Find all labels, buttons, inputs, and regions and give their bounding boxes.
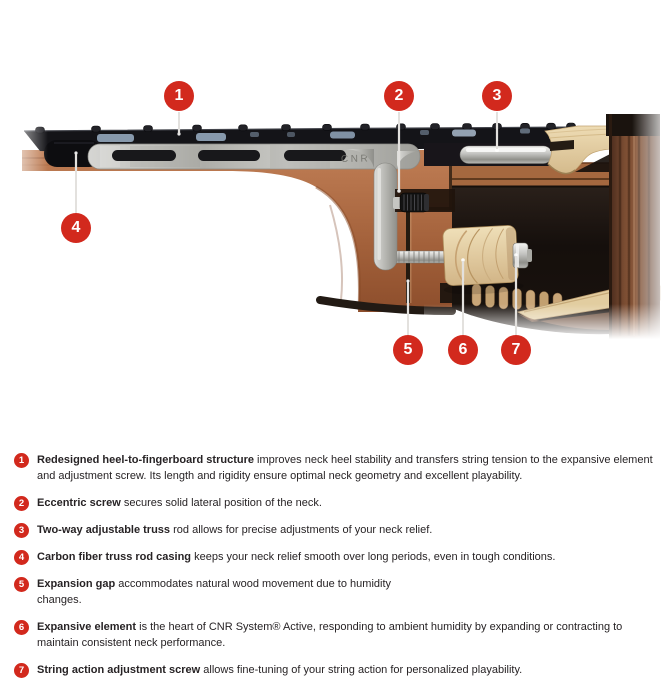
legend-bullet-6: 6 (14, 620, 29, 635)
legend-item-5 (14, 576, 658, 608)
callout-3-leader (496, 112, 498, 149)
legend-item-2 (14, 495, 658, 511)
callout-2: 2 (384, 81, 414, 111)
legend-term-7: String action adjustment screw (37, 664, 201, 676)
callout-3: 3 (482, 81, 512, 111)
legend-term-1: Redesigned heel-to-fingerboard structure (37, 454, 254, 466)
legend-bullet-4: 4 (14, 550, 29, 565)
callout-7: 7 (501, 335, 531, 365)
legend-item-3 (14, 522, 658, 538)
structure-engraving: CNR (340, 153, 371, 165)
eccentric-screw (393, 189, 455, 212)
fade-left (0, 100, 48, 240)
legend-description-2: secures solid lateral position of the neck. (120, 497, 322, 509)
legend-text-7 (37, 662, 522, 678)
adjustment-rod (394, 251, 448, 263)
callout-5-leader (407, 282, 409, 335)
legend-item-6 (14, 619, 658, 651)
legend-bullet-5: 5 (14, 577, 29, 592)
legend-term-6: Expansive element (37, 621, 137, 633)
legend-bullet-3: 3 (14, 523, 29, 538)
callout-6-leader (462, 261, 464, 335)
legend-text-3 (37, 522, 432, 538)
legend-description-7: allows fine-tuning of your string action for personalized playability. (200, 664, 523, 676)
legend-description-6: is the heart of CNR System® Active, responding to ambient humidity by expanding or contracting to maintain consistent neck performance. (37, 621, 623, 649)
legend-term-4: Carbon fiber truss rod casing (37, 551, 192, 563)
legend-item-7 (14, 662, 658, 678)
legend-term-3: Two-way adjustable truss (37, 524, 171, 536)
legend-description-4: keeps your neck relief smooth over long periods, even in tough conditions. (191, 551, 556, 563)
legend-term-2: Eccentric screw (37, 497, 121, 509)
legend-item-4 (14, 549, 658, 565)
legend-bullet-1: 1 (14, 453, 29, 468)
legend-text-1 (37, 452, 658, 484)
expansive-element (441, 225, 524, 296)
legend-text-5 (37, 576, 397, 608)
legend-term-5: Expansion gap (37, 578, 116, 590)
callout-1: 1 (164, 81, 194, 111)
fade-right (632, 95, 672, 355)
legend-description-1: improves neck heel stability and transfers string tension to the expansive element and adjustment screw. Its length and rigidity ensure optimal neck geometry and excellent playability. (37, 454, 653, 482)
callout-4-leader (75, 154, 77, 213)
truss-rod (424, 143, 556, 166)
callout-1-leader (178, 112, 180, 134)
callout-2-leader (398, 112, 400, 190)
legend-text-4 (37, 549, 555, 565)
legend-description-5: accommodates natural wood movement due to humidity changes. (37, 578, 392, 606)
legend-description-3: rod allows for precise adjustments of your neck relief. (170, 524, 433, 536)
callout-7-leader (515, 256, 517, 335)
legend-text-6 (37, 619, 658, 651)
legend (0, 438, 672, 678)
callout-4: 4 (61, 213, 91, 243)
legend-bullet-7: 7 (14, 663, 29, 678)
callout-6: 6 (448, 335, 478, 365)
legend-text-2 (37, 495, 322, 511)
legend-item-1 (14, 452, 658, 484)
legend-bullet-2: 2 (14, 496, 29, 511)
callout-5: 5 (393, 335, 423, 365)
